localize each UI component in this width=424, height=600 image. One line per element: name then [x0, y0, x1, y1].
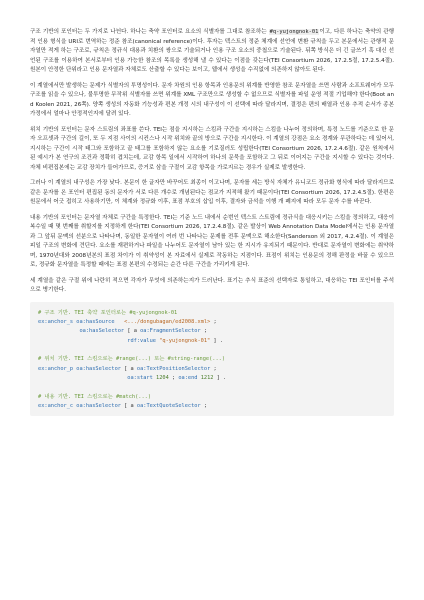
paragraph-comparison-intro — [30, 277, 394, 296]
paragraph-text: 그러나 이 계열의 내구성은 가장 낮다. 본문이 한 글자만 바꾸어도 최종이 이고나며, 문자를 세는 방식 자체가 유니코드 정규화 형식에 따라 달라지므로 같은 문자를 온 포인터 편집된 동의 문자가 서로 다른 개수로 개념된다는 점교가 지적해 왔기 때문이다(TEI Consortium 2026, 17.2.4.5절). 한편은 원문에서 어긋 접히고 사용하기만, 이 체계와 정규화 이후, 표점 부호의 삽입 이후, 결자와 금석을 이행 개 폐지에 따라 모두 문자 수를 바꾼다. — [30, 180, 394, 205]
paragraph-text: 위치 기반의 포인터는 문자 스트림의 좌표를 쓴다. TEI는 점을 지시하는 스킴과 구간을 지시하는 스킴을 나누어 정의하며, 특정 노드를 기준으로 한 문자 오프셋과 구간의 길이, 또 두 지점 사이의 시컨스나 시작 위치와 끝의 방으로 구간을 지시한다. 이 계열의 강점은 요소 경계와 무관하다는 데 있어서, 지시하는 구간이 시작 태그와 포함하고 끝 태그를 포함하지 않는 요소를 기로질러도 성립한다(TEI Consortium 2026, 17.2.4.6절). 같은 원칙에서 된 예시가 본 연구의 조건과 정확히 겹치는데, 교감 항목 일에서 시작하여 하나의 문묵을 포함하고 그 뒤로 이어지는 구간을 지시할 수 있다는 것이다. 자체 비편집본에는 교감 장치가 들어가므로, 증거로 삼을 구절이 교감 항목을 가로지르는 경우가 실제로 발생한다. — [30, 126, 394, 171]
code-line: oa:start 1204 ; oa:end 1212 ] . — [127, 375, 227, 382]
paragraph-content-pointers — [30, 214, 394, 271]
paragraph-text: 세 계열을 같은 구절 위에 나란히 적으면 각자가 무엇에 의존하는지가 드러난다. 표기는 추식 표준의 선택자로 통일하고, 대응하는 TEI 포인터를 주석으로 병기한다. — [30, 277, 394, 293]
paragraph-text: 이고, 다른 하나는 축약의 관행적 인용 형식을 URI로 번역하는 정준 참조(canonical reference)이다. 후자는 텍스트의 정준 체계에 선언에 변환 규칙을 두고 본문에서는 관행적 문자열만 적게 하는 구조로, 규칙은 정규식 대용과 치환의 쌍으로 기술되거나 인용 구조 요소의 중첩으로 기술된다. 뒤쪽 방식은 더 긴 글쓰기 혹 대신 선언된 구조를 이용하여 본서로부터 인용 가능한 참조의 목록을 생성해 낼 수 있다는 이점을 갖는다(TEI Consortium 2026, 17.2.5절, 17.2.5.4절). 원본이 안정한 단위라고 인용 문자열과 자체로도 산출할 수 있다는 보이고, 웹에서 생성을 수직없에 의존하지 않아도 된다. — [30, 29, 395, 73]
paragraph-text: 구조 기반의 포인터는 두 가지로 나뉜다. 하나는 축약 포인터로 요소의 식별자를 그대로 참조하는 — [30, 29, 269, 35]
paragraph-position-durability — [30, 179, 394, 208]
code-line: ex:anchor_c oa:hasSelector [ a oa:TextQuoteSelector ; — [38, 403, 208, 410]
code-listing — [30, 302, 394, 416]
code-comment: # 구조 기반. TEI 축약 포인터로는 #q-yujongnok-01 — [38, 309, 178, 316]
inline-code-fragment-id: #q-yujongnok-01 — [269, 29, 319, 35]
paragraph-identifier-transparency — [30, 82, 394, 120]
body-column — [30, 28, 394, 416]
paragraph-text: 내용 기반의 포인터는 문자열 자체로 구간을 특정한다. TEI는 기준 노드 내에서 순번인 텍스트 스트림에 정규식을 대응시키는 스킴을 정의하고, 대응이 복수일 때 몇 번째를 취할지를 지정하게 한다(TEI Consortium 2026, 17.2.4.8절). 같은 발상이 Web Annotation Data Model에서는 인용 문자열과 그 앞뒤 문맥의 선분으로 나타나며, 동일한 문자열이 여러 번 나타나는 문제를 전후 문맥으로 해소한다(Sanderson 외 2017, 4.2.4절). 이 계열은 피일 구조의 변화에 견딘다. 요소를 재편하거나 파일을 나누어도 문자열이 남아 있는 한 지시가 유지되기 때문이다. 반대로 문자열이 변화에는 취약하며, 1970년대와 2008년본의 표점 차이가 이 취약성이 본 자료에서 실제로 작동하는 지점이다. 표점이 위치는 인용문의 정해 판정을 바꿀 수 있으므로, 정규화 문자열을 특정할 때에는 표점 본편의 수정되는 순간 다른 구간을 가리키게 된다. — [30, 214, 394, 268]
code-comment: # 내용 기반. TEI 스킴으로는 #match(...) — [38, 394, 152, 401]
code-line: oa:hasSelector [ a oa:FragmentSelector ; — [79, 328, 208, 335]
code-line: ex:anchor_s oa:hasSource <.../dongubagan/ed2008.xml> ; — [38, 318, 217, 325]
paragraph-text: 이 계열에서만 발생하는 문제가 식별자의 투명성이다. 문자 차원의 인용 항목과 인용문의 위계를 반영한 참조 문자열을 쓰면 사람과 소프트웨어가 모두 구조를 읽을 수 있으나, 불투명한 무작위 식별자를 쓰면 위계를 XML 구조만으로 생성할 수 없으므로 식별자를 파일 운영 적절 기업해야 한다(Boot and Koolen 2021, 26쪽). 양쪽 생성의 자동화 기능성과 편본 개정 시의 내구성이 이 선택에 따라 달라지며, 결정은 편의 배열과 인용 추적 순서가 종본 가정에서 얼마나 안정적인지에 달려 있다. — [30, 82, 394, 117]
code-comment: # 위치 기반. TEI 스킴으로는 #range(...) 또는 #string-range(...) — [38, 356, 226, 363]
paragraph-structural-pointers — [30, 28, 394, 76]
code-line: ex:anchor_p oa:hasSelector [ a oa:TextPositionSelector ; — [38, 365, 217, 372]
code-line: rdf:value "q-yujongnok-01" ] . — [127, 337, 223, 344]
paragraph-position-pointers — [30, 126, 394, 174]
